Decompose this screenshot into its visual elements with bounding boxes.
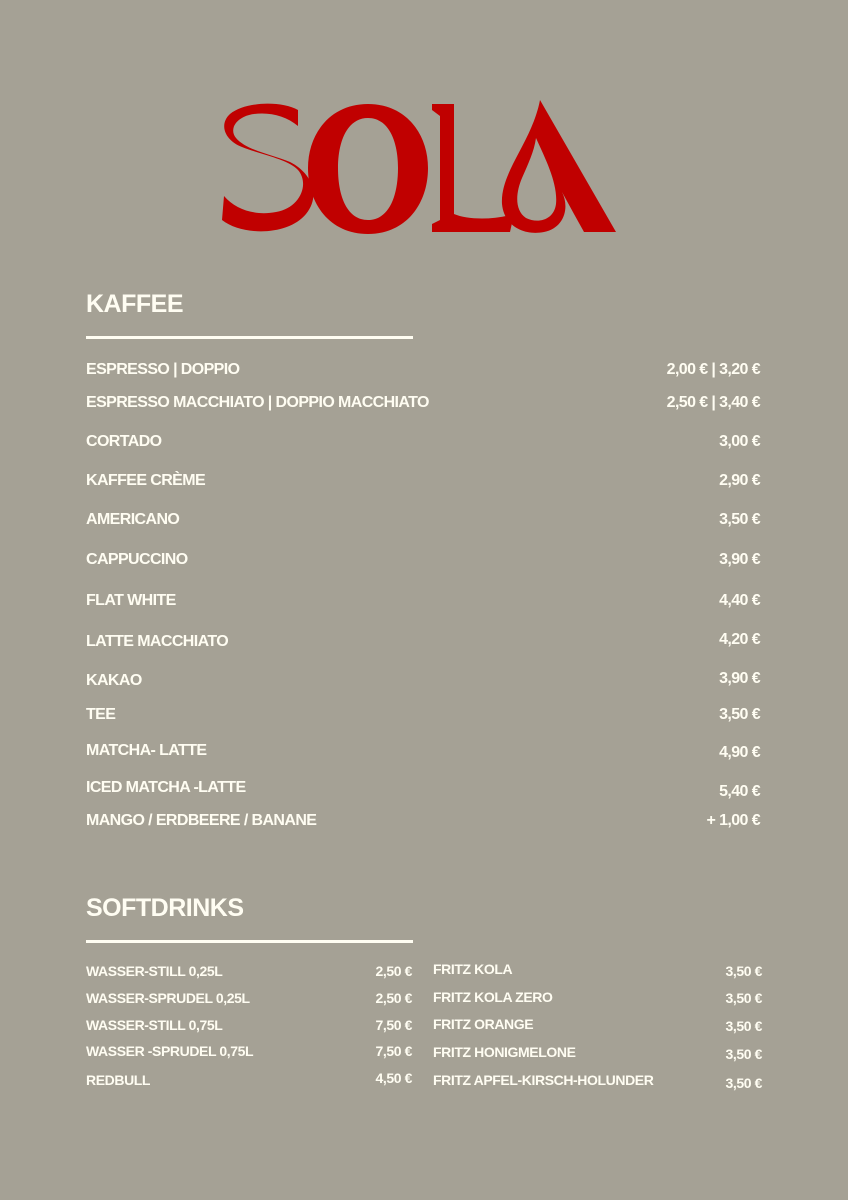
menu-item-name: KAFFEE CRÈME <box>86 472 206 489</box>
drink-item-name: WASSER-STILL 0,25L <box>86 963 223 979</box>
drink-item-name: FRITZ KOLA <box>433 961 513 977</box>
menu-item-price: 3,50 € <box>719 706 760 723</box>
menu-item-price: + 1,00 € <box>706 812 760 829</box>
sola-logo <box>218 96 618 240</box>
softdrinks-divider <box>86 940 413 943</box>
menu-item-name: ESPRESSO MACCHIATO | DOPPIO MACCHIATO <box>86 394 429 411</box>
drink-item-price: 2,50 € <box>375 990 412 1006</box>
menu-item-name: MATCHA- LATTE <box>86 742 207 759</box>
menu-item-price: 2,90 € <box>719 472 760 489</box>
drink-item-name: FRITZ APFEL-KIRSCH-HOLUNDER <box>433 1072 654 1088</box>
menu-item-name: LATTE MACCHIATO <box>86 633 229 650</box>
drink-item-name: WASSER-SPRUDEL 0,25L <box>86 990 250 1006</box>
kaffee-title: KAFFEE <box>86 290 183 318</box>
menu-item-name: TEE <box>86 706 116 723</box>
drink-item-price: 4,50 € <box>375 1070 412 1086</box>
drink-item-price: 2,50 € <box>375 963 412 979</box>
menu-item-name: ESPRESSO | DOPPIO <box>86 361 240 378</box>
menu-item-price: 3,00 € <box>719 433 760 450</box>
drink-item-name: WASSER-STILL 0,75L <box>86 1017 223 1033</box>
drink-item-name: REDBULL <box>86 1072 151 1088</box>
menu-item-price: 3,50 € <box>719 511 760 528</box>
menu-item-price: 2,50 € | 3,40 € <box>666 394 760 411</box>
menu-item-name: AMERICANO <box>86 511 180 528</box>
menu-item-name: ICED MATCHA -LATTE <box>86 779 246 796</box>
drink-item-name: FRITZ HONIGMELONE <box>433 1044 576 1060</box>
kaffee-divider <box>86 336 413 339</box>
menu-item-price: 4,20 € <box>719 631 760 648</box>
menu-item-price: 4,90 € <box>719 744 760 761</box>
drink-item-price: 3,50 € <box>725 1018 762 1034</box>
drink-item-price: 3,50 € <box>725 990 762 1006</box>
drink-item-price: 3,50 € <box>725 1075 762 1091</box>
menu-item-name: MANGO / ERDBEERE / BANANE <box>86 812 317 829</box>
menu-item-name: CAPPUCCINO <box>86 551 188 568</box>
menu-item-price: 5,40 € <box>719 783 760 800</box>
menu-item-name: KAKAO <box>86 672 142 689</box>
softdrinks-title: SOFTDRINKS <box>86 894 244 922</box>
menu-item-price: 3,90 € <box>719 670 760 687</box>
menu-item-price: 4,40 € <box>719 592 760 609</box>
menu-item-name: FLAT WHITE <box>86 592 176 609</box>
logo-letters <box>222 100 616 234</box>
drink-item-name: FRITZ KOLA ZERO <box>433 989 553 1005</box>
menu-item-name: CORTADO <box>86 433 162 450</box>
drink-item-price: 3,50 € <box>725 1046 762 1062</box>
drink-item-price: 7,50 € <box>375 1043 412 1059</box>
drink-item-price: 3,50 € <box>725 963 762 979</box>
drink-item-price: 7,50 € <box>375 1017 412 1033</box>
drink-item-name: FRITZ ORANGE <box>433 1016 534 1032</box>
menu-item-price: 3,90 € <box>719 551 760 568</box>
drink-item-name: WASSER -SPRUDEL 0,75L <box>86 1043 254 1059</box>
menu-item-price: 2,00 € | 3,20 € <box>666 361 760 378</box>
